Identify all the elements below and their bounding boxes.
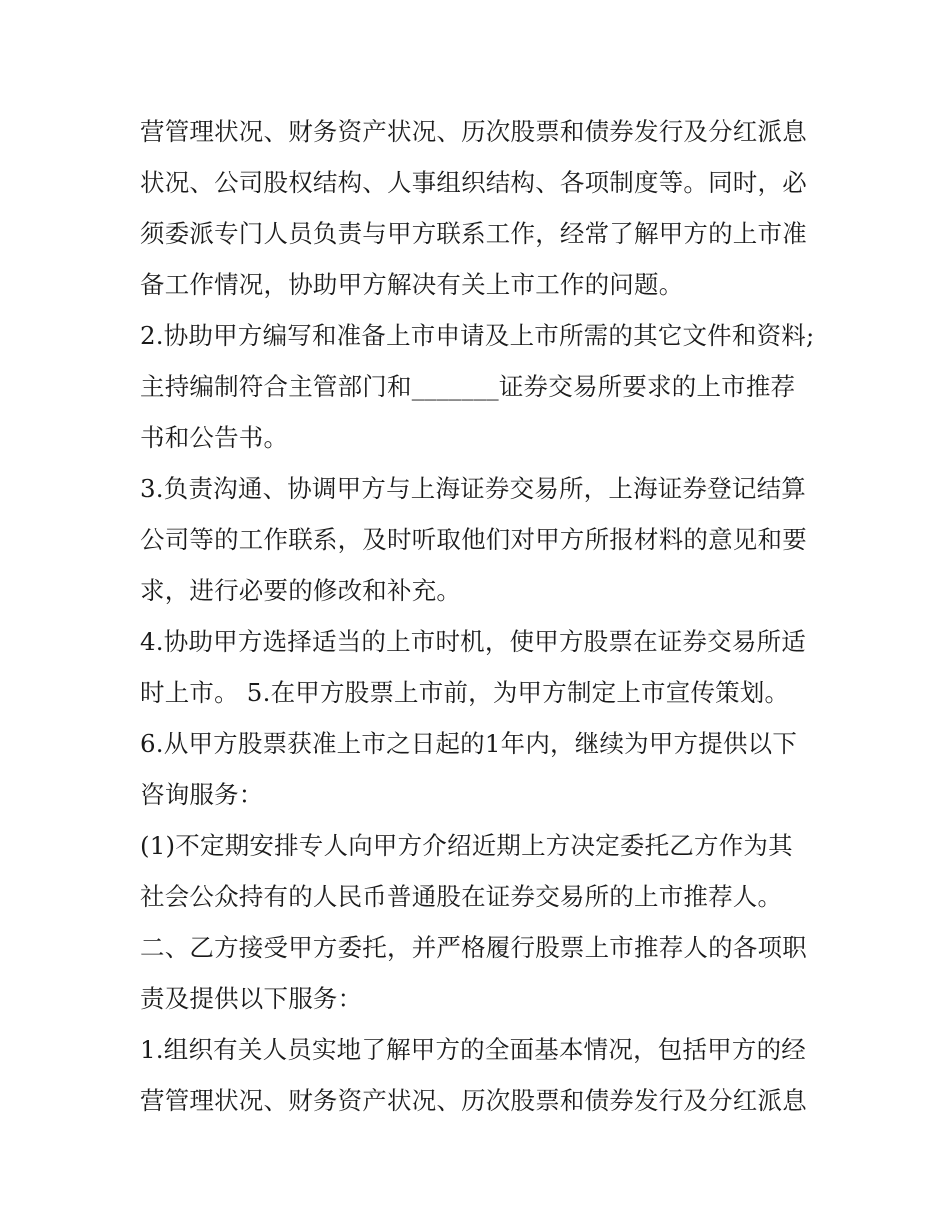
- document-body: [140, 106, 820, 1126]
- text-line: 2.协助甲方编写和准备上市申请及上市所需的其它文件和资料;: [140, 321, 815, 350]
- text-line: 主持编制符合主管部门和_______证券交易所要求的上市推荐: [140, 372, 796, 401]
- text-line: 二、乙方接受甲方委托，并严格履行股票上市推荐人的各项职: [140, 933, 807, 962]
- text-line: 1.组织有关人员实地了解甲方的全面基本情况，包括甲方的经: [140, 1035, 806, 1064]
- text-line: 6.从甲方股票获准上市之日起的1年内，继续为甲方提供以下: [140, 729, 798, 758]
- text-line: 须委派专门人员负责与甲方联系工作，经常了解甲方的上市准: [140, 219, 807, 248]
- text-line: 求，进行必要的修改和补充。: [140, 576, 462, 605]
- text-line: 社会公众持有的人民币普通股在证券交易所的上市推荐人。: [140, 882, 783, 911]
- text-line: 书和公告书。: [140, 423, 289, 452]
- text-line: (1)不定期安排专人向甲方介绍近期上方决定委托乙方作为其: [140, 831, 793, 860]
- text-line: 4.协助甲方选择适当的上市时机，使甲方股票在证券交易所适: [140, 627, 806, 656]
- text-line: 备工作情况，协助甲方解决有关上市工作的问题。: [140, 270, 684, 299]
- text-line: 3.负责沟通、协调甲方与上海证券交易所，上海证券登记结算: [140, 474, 806, 503]
- text-line: 营管理状况、财务资产状况、历次股票和债券发行及分红派息: [140, 117, 807, 146]
- text-line: 状况、公司股权结构、人事组织结构、各项制度等。同时，必: [140, 168, 807, 197]
- text-line: 责及提供以下服务：: [140, 984, 363, 1013]
- text-line: 营管理状况、财务资产状况、历次股票和债券发行及分红派息: [140, 1086, 807, 1115]
- text-line: 咨询服务：: [140, 780, 264, 809]
- text-line: 时上市。 5.在甲方股票上市前，为甲方制定上市宣传策划。: [140, 678, 790, 707]
- text-line: 公司等的工作联系，及时听取他们对甲方所报材料的意见和要: [140, 525, 807, 554]
